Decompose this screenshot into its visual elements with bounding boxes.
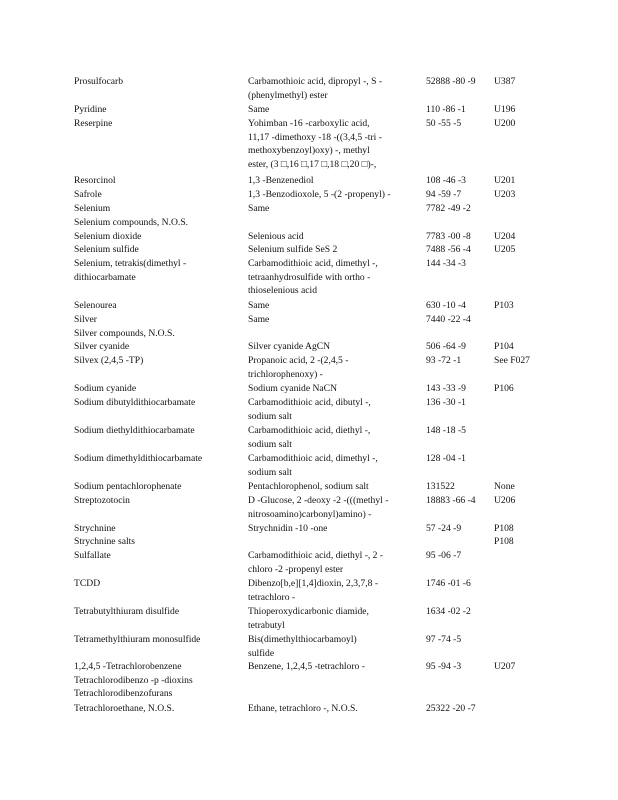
substance-name: Silver compounds, N.O.S. — [74, 328, 175, 339]
cas-number: 18883 -66 -4 — [426, 495, 476, 506]
substance-name: Silver — [74, 314, 97, 325]
substance-name: Streptozotocin — [74, 495, 130, 506]
waste-code: U203 — [494, 189, 516, 200]
substance-name: Strychnine — [74, 523, 116, 534]
cas-number: 1746 -01 -6 — [426, 578, 471, 589]
substance-name: Safrole — [74, 189, 102, 200]
cas-number: 131522 — [426, 481, 455, 492]
waste-code: P108 — [494, 536, 514, 547]
chemical-name: Benzene, 1,2,4,5 -tetrachloro - — [248, 661, 365, 672]
substance-name: Selenium sulfide — [74, 244, 139, 255]
waste-code: None — [494, 481, 515, 492]
chemical-name: Same — [248, 314, 270, 325]
chemical-name: Carbamothioic acid, dipropyl -, S - (phenylmethyl) ester — [248, 76, 383, 101]
chemical-name: D -Glucose, 2 -deoxy -2 -(((methyl - nitrosoamino)carbonyl)amino) - — [248, 495, 389, 520]
chemical-name: Silver cyanide AgCN — [248, 341, 331, 352]
cas-number: 95 -06 -7 — [426, 550, 462, 561]
chemical-name: Same — [248, 300, 270, 311]
waste-code: U387 — [494, 76, 516, 87]
chemical-name: Ethane, tetrachloro -, N.O.S. — [248, 703, 358, 714]
chemical-name: Bis(dimethylthiocarbamoyl) sulfide — [248, 634, 357, 659]
chemical-name: Carbamodithioic acid, dibutyl -, sodium salt — [248, 397, 371, 422]
substance-name: Tetrachloroethane, N.O.S. — [74, 703, 175, 714]
substance-name: Reserpine — [74, 118, 113, 129]
waste-code: U207 — [494, 661, 516, 672]
cas-number: 110 -86 -1 — [426, 104, 466, 115]
substance-name: Selenium dioxide — [74, 231, 142, 242]
substance-name: TCDD — [74, 578, 101, 589]
waste-code: U200 — [494, 118, 516, 129]
cas-number: 52888 -80 -9 — [426, 76, 476, 87]
substance-name: Strychnine salts — [74, 536, 136, 547]
chemical-name: Dibenzo[b,e][1,4]dioxin, 2,3,7,8 - tetrachloro - — [248, 578, 379, 603]
substance-name: Silver cyanide — [74, 341, 130, 352]
cas-number: 506 -64 -9 — [426, 341, 466, 352]
cas-number: 630 -10 -4 — [426, 300, 466, 311]
chemical-name: Yohimban -16 -carboxylic acid, 11,17 -dimethoxy -18 -((3,4,5 -tri - methoxybenzoyl)oxy) -, methyl ester, (3 □,16 □,17 □,18 □,20 □)-, — [248, 118, 382, 170]
cas-number: 7783 -00 -8 — [426, 231, 471, 242]
waste-code: U204 — [494, 231, 516, 242]
chemical-name: Sodium cyanide NaCN — [248, 383, 337, 394]
chemical-name: Selenious acid — [248, 231, 304, 242]
waste-code: P104 — [494, 341, 514, 352]
chemical-name: Carbamodithioic acid, dimethyl -, tetraanhydrosulfide with ortho - thioselenious acid — [248, 258, 378, 297]
cas-number: 136 -30 -1 — [426, 397, 466, 408]
cas-number: 50 -55 -5 — [426, 118, 462, 129]
chemical-name: Strychnidin -10 -one — [248, 523, 328, 534]
chemical-name: Propanoic acid, 2 -(2,4,5 - trichlorophenoxy) - — [248, 355, 349, 380]
cas-number: 143 -33 -9 — [426, 383, 466, 394]
chemical-name: 1,3 -Benzenediol — [248, 175, 314, 186]
chemical-name: Pentachlorophenol, sodium salt — [248, 481, 369, 492]
chemical-name: Carbamodithioic acid, dimethyl -, sodium salt — [248, 453, 378, 478]
substance-name: Sodium cyanide — [74, 383, 137, 394]
waste-code: P106 — [494, 383, 514, 394]
chemical-name: Same — [248, 203, 270, 214]
cas-number: 7782 -49 -2 — [426, 203, 471, 214]
substance-name: Silvex (2,4,5 -TP) — [74, 355, 144, 366]
cas-number: 144 -34 -3 — [426, 258, 466, 269]
waste-code: U205 — [494, 244, 516, 255]
substance-name: Sodium diethyldithiocarbamate — [74, 425, 195, 436]
substance-name: Selenium, tetrakis(dimethyl - dithiocarbamate — [74, 258, 187, 283]
cas-number: 97 -74 -5 — [426, 634, 462, 645]
substance-name: Selenium — [74, 203, 111, 214]
waste-code: U201 — [494, 175, 516, 186]
waste-code: U206 — [494, 495, 516, 506]
substance-name: Resorcinol — [74, 175, 116, 186]
substance-name: Selenourea — [74, 300, 117, 311]
chemical-name: 1,3 -Benzodioxole, 5 -(2 -propenyl) - — [248, 189, 391, 200]
waste-code: P103 — [494, 300, 514, 311]
substance-name: Sodium pentachlorophenate — [74, 481, 182, 492]
cas-number: 1634 -02 -2 — [426, 606, 471, 617]
cas-number: 108 -46 -3 — [426, 175, 466, 186]
substance-name: Sulfallate — [74, 550, 111, 561]
cas-number: 148 -18 -5 — [426, 425, 466, 436]
substance-name: 1,2,4,5 -Tetrachlorobenzene Tetrachlorodibenzo -p -dioxins Tetrachlorodibenzofurans — [74, 661, 193, 700]
cas-number: 93 -72 -1 — [426, 355, 462, 366]
chemical-name: Carbamodithioic acid, diethyl -, 2 - chloro -2 -propenyl ester — [248, 550, 384, 575]
substance-name: Sodium dibutyldithiocarbamate — [74, 397, 196, 408]
cas-number: 95 -94 -3 — [426, 661, 462, 672]
cas-number: 94 -59 -7 — [426, 189, 462, 200]
cas-number: 128 -04 -1 — [426, 453, 466, 464]
chemical-name: Same — [248, 104, 270, 115]
substance-name: Sodium dimethyldithiocarbamate — [74, 453, 203, 464]
substance-name: Prosulfocarb — [74, 76, 124, 87]
substance-name: Tetrabutylthiuram disulfide — [74, 606, 180, 617]
waste-code: P108 — [494, 523, 514, 534]
waste-code: U196 — [494, 104, 516, 115]
chemical-name: Selenium sulfide SeS 2 — [248, 244, 338, 255]
cas-number: 57 -24 -9 — [426, 523, 462, 534]
substance-name: Tetramethylthiuram monosulfide — [74, 634, 201, 645]
chemical-name: Thioperoxydicarbonic diamide, tetrabutyl — [248, 606, 369, 631]
cas-number: 7440 -22 -4 — [426, 314, 471, 325]
substance-name: Pyridine — [74, 104, 107, 115]
cas-number: 25322 -20 -7 — [426, 703, 476, 714]
waste-code: See F027 — [494, 355, 530, 366]
substance-name: Selenium compounds, N.O.S. — [74, 217, 189, 228]
cas-number: 7488 -56 -4 — [426, 244, 471, 255]
chemical-name: Carbamodithioic acid, diethyl -, sodium salt — [248, 425, 371, 450]
